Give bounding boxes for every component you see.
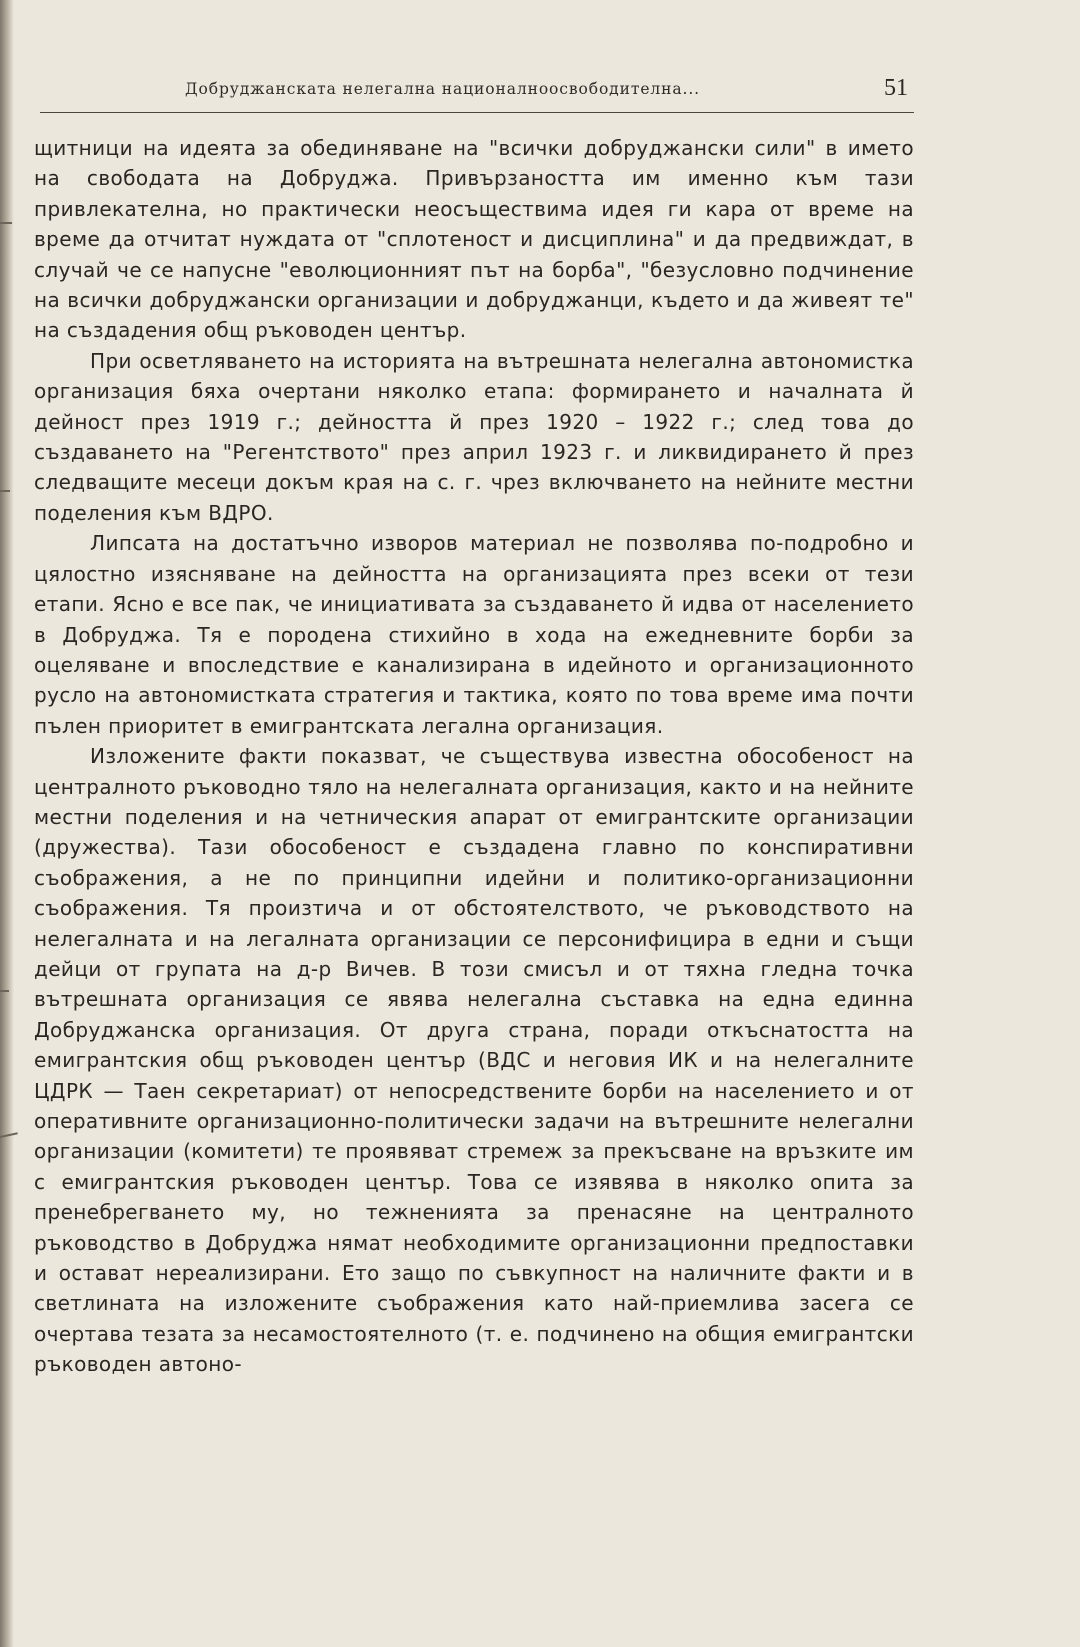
margin-mark — [0, 222, 12, 224]
running-title: Добруджанската нелегална националноосвободителна... — [185, 80, 701, 98]
paragraph: Изложените факти показват, че съществува известна обособеност на централното ръководно тяло на нелегалната организация, както и на нейните местни поделения и на четническия апарат от емигрантските организации (дружества). Тази обособеност е създадена главно по конспиративни съображения, а не по принципни идейни и политико-организационни съображения. Тя произтича и от обстоятелството, че ръководството на нелегалната и на легалната организации се персонифицира в едни и същи дейци от групата на д-р Вичев. В този смисъл и от тяхна гледна точка вътрешната организация се явява нелегална съставка на една единна Добруджанска организация. От друга страна, поради откъснатостта на емигрантския общ ръководен център (ВДС и неговия ИК и на нелегалните ЦДРК — Таен секретариат) от непосредствените борби на населението и от оперативните организационно-политически задачи на вътрешните нелегални организации (комитети) те проявяват стремеж за прекъсване на връзките им с емигрантския ръководен център. Това се изявява в няколко опита за пренебрегването му, но тежненията за пренасяне на централното ръководство в Добруджа нямат необходимите организационни предпоставки и остават нереализирани. Ето защо по съвкупност на наличните факти и в светлината на изложените съображения като най-приемлива засега се очертава тезата за несамостоятелното (т. е. подчинено на общия емигрантски ръководен автоно- — [34, 744, 914, 1377]
page-number: 51 — [884, 75, 908, 101]
paragraph: Липсата на достатъчно изворов материал не позволява по-подробно и цялостно изясняване на дейността на организацията през всеки от тези етапи. Ясно е все пак, че инициативата за създаването й идва от населението в Добруджа. Тя е породена стихийно в хода на ежедневните борби за оцеляване и впоследствие е канализирана в идейното и организационното русло на автономистката стратегия и тактика, която по това време има почти пълен приоритет в емигрантската легална организация. — [34, 531, 914, 738]
paragraph: щитници на идеята за обединяване на "всички добруджански сили" в името на свободата на Добруджа. Привързаността им именно към тази привлекателна, но практически неосъществима идея ги кара от време на време да отчитат нуждата от "сплотеност и дисциплина" и да предвиждат, в случай че се напусне "еволюционният път на борба", "безусловно подчинение на всички добруджански организации и добруджанци, където и да живеят те" на създадения общ ръководен център. — [34, 136, 914, 343]
paragraph: При осветляването на историята на вътрешната нелегална автономистка организация бяха очертани няколко етапа: формирането и началната й дейност през 1919 г.; дейността й през 1920 – 1922 г.; след това до създаването на "Регентството" през април 1923 г. и ликвидирането й през следващите месеци докъм края на с. г. чрез включването на нейните местни поделения към ВДРО. — [34, 348, 914, 525]
margin-mark — [0, 490, 10, 492]
margin-mark — [0, 990, 9, 992]
spine-shadow — [0, 0, 14, 1647]
body-text — [34, 133, 914, 1603]
running-head — [40, 72, 914, 113]
